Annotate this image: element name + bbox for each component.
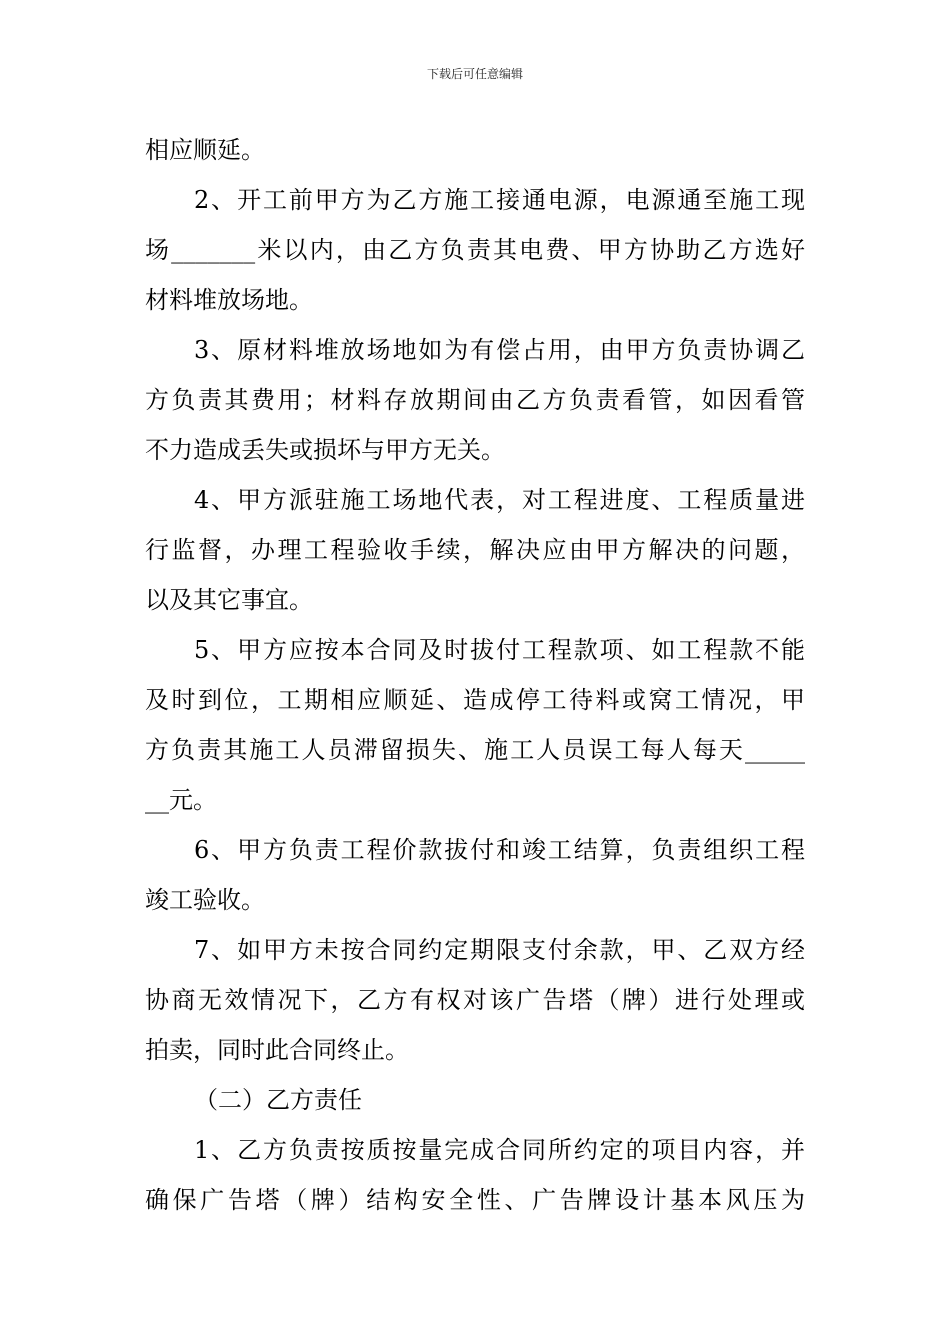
text-line: 以及其它事宜。 (145, 586, 313, 614)
text-line: 及时到位，工期相应顺延、造成停工待料或窝工情况，甲 (145, 686, 805, 714)
text-line: 7、如甲方未按合同约定期限支付余款，甲、乙双方经 (194, 936, 805, 964)
document-body (145, 125, 805, 1225)
text-line: 方负责其施工人员滞留损失、施工人员误工每人每天_____ (145, 736, 805, 764)
text-line: 拍卖，同时此合同终止。 (145, 1036, 409, 1064)
page-header: 下载后可任意编辑 (426, 67, 523, 81)
text-line: 竣工验收。 (145, 886, 265, 914)
text-line: 场_______米以内，由乙方负责其电费、甲方协助乙方选好 (145, 236, 805, 264)
text-line: 不力造成丢失或损坏与甲方无关。 (145, 436, 505, 464)
text-line: 4、甲方派驻施工场地代表，对工程进度、工程质量进 (194, 486, 805, 514)
text-line: 确保广告塔（牌）结构安全性、广告牌设计基本风压为 (145, 1186, 805, 1214)
text-line: 方负责其费用；材料存放期间由乙方负责看管，如因看管 (145, 386, 805, 414)
text-line: 行监督，办理工程验收手续，解决应由甲方解决的问题， (145, 536, 805, 564)
text-line: 5、甲方应按本合同及时拔付工程款项、如工程款不能 (194, 636, 805, 664)
text-line: 1、乙方负责按质按量完成合同所约定的项目内容，并 (194, 1136, 805, 1164)
text-line: 6、甲方负责工程价款拔付和竣工结算，负责组织工程 (194, 836, 805, 864)
text-line: 相应顺延。 (145, 136, 265, 164)
text-line: 材料堆放场地。 (145, 286, 313, 314)
text-line: 3、原材料堆放场地如为有偿占用，由甲方负责协调乙 (194, 336, 805, 364)
text-line: __元。 (145, 786, 217, 814)
text-line: 2、开工前甲方为乙方施工接通电源，电源通至施工现 (194, 186, 805, 214)
text-line: （二）乙方责任 (194, 1086, 362, 1114)
text-line: 协商无效情况下，乙方有权对该广告塔（牌）进行处理或 (145, 986, 805, 1014)
